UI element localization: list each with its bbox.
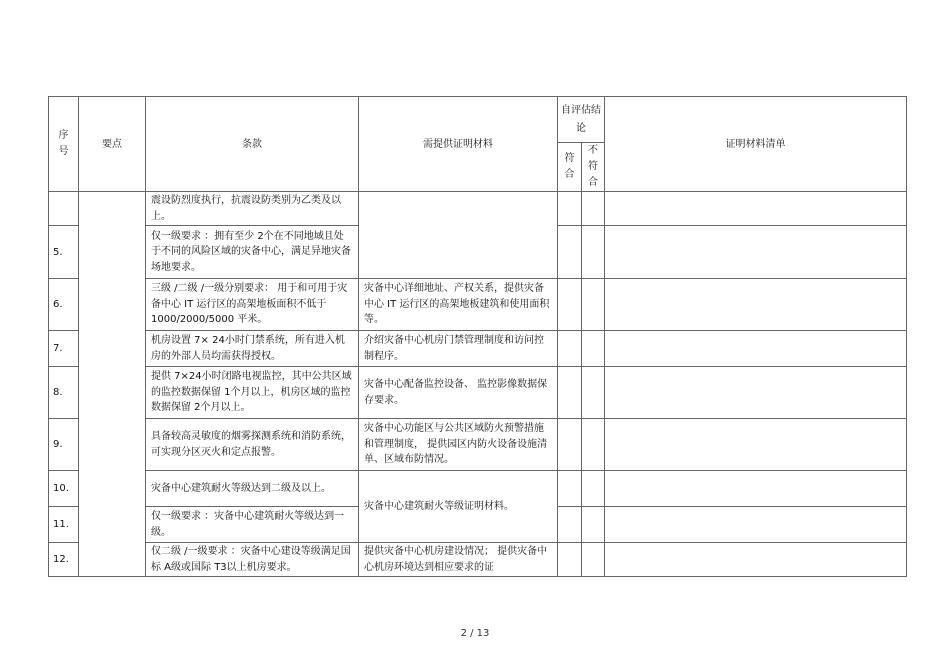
row-number: 8. bbox=[49, 367, 79, 419]
conform-cell bbox=[558, 367, 582, 419]
evidence-cell bbox=[605, 331, 907, 367]
row-number: 9. bbox=[49, 419, 79, 471]
not-conform-cell bbox=[582, 543, 605, 577]
not-conform-cell bbox=[582, 419, 605, 471]
not-conform-cell bbox=[582, 507, 605, 543]
materials-cell: 灾备中心建筑耐火等级证明材料。 bbox=[359, 471, 558, 543]
evidence-cell bbox=[605, 226, 907, 279]
materials-cell: 灾备中心功能区与公共区域防火预警措施和管理制度， 提供园区内防火设备设施清单、区域布防情况。 bbox=[359, 419, 558, 471]
compliance-table bbox=[48, 96, 907, 577]
row-number: 5. bbox=[49, 226, 79, 279]
not-conform-cell bbox=[582, 331, 605, 367]
materials-cell: 介绍灾备中心机房门禁管理制度和访问控制程序。 bbox=[359, 331, 558, 367]
header-key-points: 要点 bbox=[79, 97, 146, 192]
key-points-cell bbox=[79, 192, 146, 577]
header-materials: 需提供证明材料 bbox=[359, 97, 558, 192]
table-row bbox=[49, 367, 907, 419]
header-not-conform: 不符合 bbox=[582, 143, 605, 192]
conform-cell bbox=[558, 226, 582, 279]
row-number: 10. bbox=[49, 471, 79, 507]
materials-cell: 提供灾备中心机房建设情况； 提供灾备中心机房环境达到相应要求的证 bbox=[359, 543, 558, 577]
header-seq: 序号 bbox=[49, 97, 79, 192]
materials-cell bbox=[359, 192, 558, 279]
clause-cell: 仅一级要求 ：灾备中心建筑耐火等级达到一级。 bbox=[146, 507, 359, 543]
clause-cell: 具备较高灵敏度的烟雾探测系统和消防系统，可实现分区灭火和定点报警。 bbox=[146, 419, 359, 471]
table-row bbox=[49, 543, 907, 577]
row-number: 12. bbox=[49, 543, 79, 577]
conform-cell bbox=[558, 471, 582, 507]
materials-cell: 灾备中心配备监控设备、 监控影像数据保存要求。 bbox=[359, 367, 558, 419]
evidence-cell bbox=[605, 192, 907, 226]
page-number: 2 / 13 bbox=[460, 628, 490, 639]
header-self-eval: 自评估结论 bbox=[558, 97, 605, 143]
clause-cell: 提供 7×24小时闭路电视监控，其中公共区域的监控数据保留 1个月以上，机房区域的监控数据保留 2个月以上。 bbox=[146, 367, 359, 419]
table-row bbox=[49, 419, 907, 471]
clause-cell: 仅一级要求 ：拥有至少 2个在不同地域且处于不同的风险区域的灾备中心，满足异地灾备场地要求。 bbox=[146, 226, 359, 279]
evidence-cell bbox=[605, 419, 907, 471]
row-number: 11. bbox=[49, 507, 79, 543]
table-row bbox=[49, 192, 907, 226]
row-number: 6. bbox=[49, 279, 79, 331]
evidence-cell bbox=[605, 507, 907, 543]
row-number bbox=[49, 192, 79, 226]
evidence-cell bbox=[605, 367, 907, 419]
conform-cell bbox=[558, 331, 582, 367]
clause-cell: 机房设置 7× 24小时门禁系统，所有进入机房的外部人员均需获得授权。 bbox=[146, 331, 359, 367]
clause-cell: 三级 /二级 /一级分别要求： 用于和可用于灾备中心 IT 运行区的高架地板面积不低于 1000/2000/5000 平米。 bbox=[146, 279, 359, 331]
clause-cell: 灾备中心建筑耐火等级达到二级及以上。 bbox=[146, 471, 359, 507]
not-conform-cell bbox=[582, 471, 605, 507]
header-clause: 条款 bbox=[146, 97, 359, 192]
not-conform-cell bbox=[582, 192, 605, 226]
header-conform: 符合 bbox=[558, 143, 582, 192]
not-conform-cell bbox=[582, 279, 605, 331]
conform-cell bbox=[558, 543, 582, 577]
header-evidence-list: 证明材料清单 bbox=[605, 97, 907, 192]
materials-cell: 灾备中心详细地址、产权关系，提供灾备中心 IT 运行区的高架地板建筑和使用面积等。 bbox=[359, 279, 558, 331]
conform-cell bbox=[558, 419, 582, 471]
row-number: 7. bbox=[49, 331, 79, 367]
table-row bbox=[49, 279, 907, 331]
table-row bbox=[49, 471, 907, 507]
evidence-cell bbox=[605, 543, 907, 577]
clause-cell: 仅二级 /一级要求 ：灾备中心建设等级满足国标 A级或国际 T3以上机房要求。 bbox=[146, 543, 359, 577]
conform-cell bbox=[558, 192, 582, 226]
not-conform-cell bbox=[582, 226, 605, 279]
conform-cell bbox=[558, 279, 582, 331]
table-row bbox=[49, 331, 907, 367]
clause-cell: 震设防烈度执行，抗震设防类别为乙类及以上。 bbox=[146, 192, 359, 226]
evidence-cell bbox=[605, 279, 907, 331]
conform-cell bbox=[558, 507, 582, 543]
not-conform-cell bbox=[582, 367, 605, 419]
evidence-cell bbox=[605, 471, 907, 507]
